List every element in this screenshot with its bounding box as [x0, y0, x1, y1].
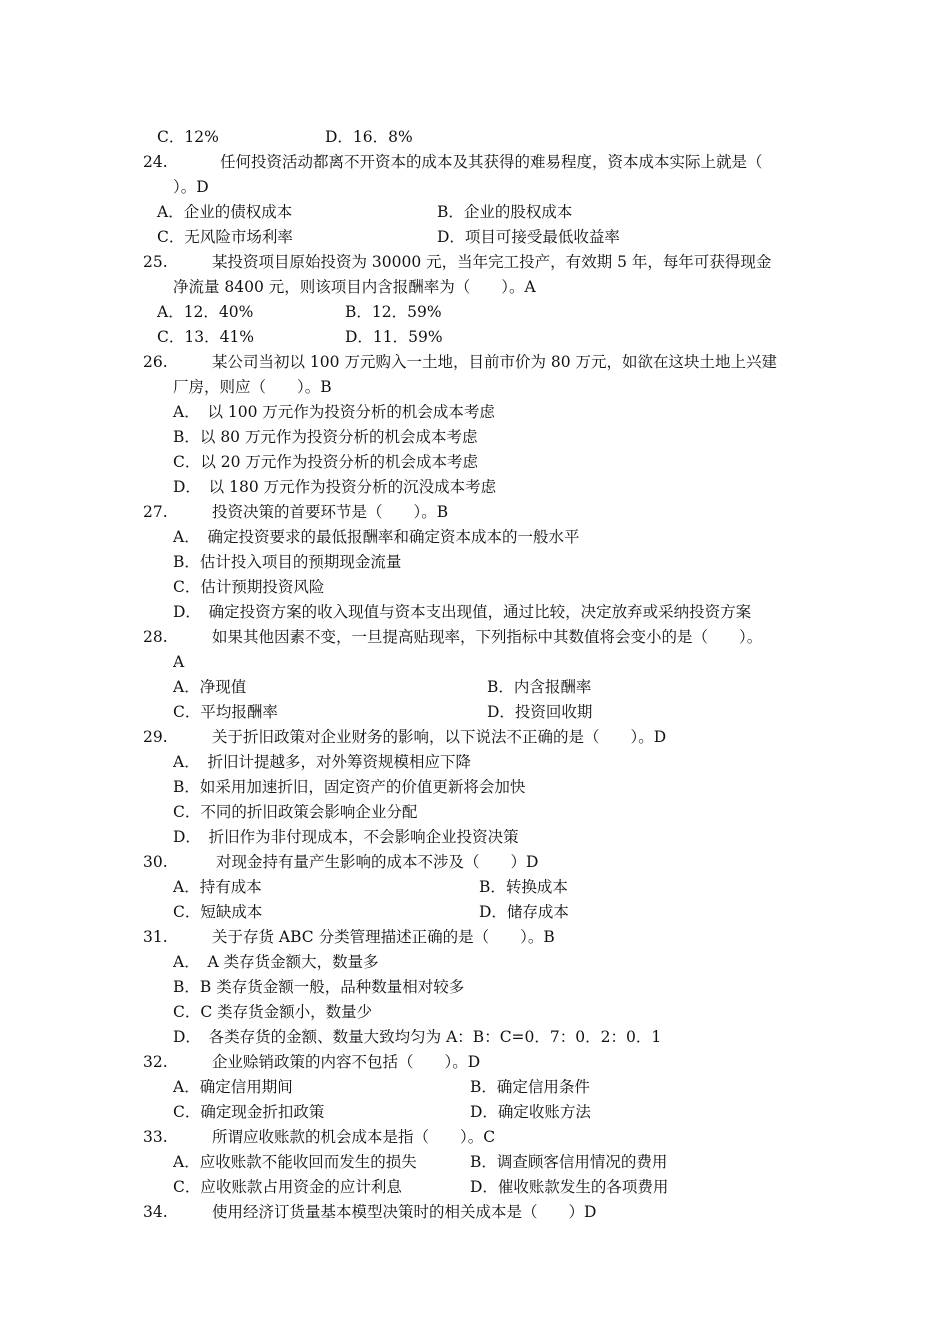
question-text: 企业赊销政策的内容不包括（ ）。D: [212, 1053, 481, 1071]
option-c: C．估计预期投资风险: [173, 578, 325, 596]
option-c: C．不同的折旧政策会影响企业分配: [173, 803, 418, 821]
option-c: C．以 20 万元作为投资分析的机会成本考虑: [173, 453, 478, 471]
option-a: A． A 类存货金额大，数量多: [173, 953, 379, 971]
question-text-cont: 厂房，则应（ ）。B: [173, 378, 332, 396]
option-d: D．催收账款发生的各项费用: [470, 1178, 669, 1196]
question-text-cont: 净流量 8400 元，则该项目内含报酬率为（ ）。A: [173, 278, 536, 296]
option-a: A．应收账款不能收回而发生的损失: [173, 1153, 417, 1171]
question-number: 34.: [143, 1203, 168, 1221]
question-text: 使用经济订货量基本模型决策时的相关成本是（ ）D: [212, 1203, 597, 1221]
option-a: A． 折旧计提越多，对外筹资规模相应下降: [173, 753, 471, 771]
option-b: B．12．59%: [345, 303, 442, 321]
question-number: 30.: [143, 853, 168, 871]
option-a: A．持有成本: [173, 878, 262, 896]
option-c-q23: C．12%: [157, 128, 219, 146]
question-number: 24.: [143, 153, 168, 171]
option-b: B．企业的股权成本: [437, 203, 573, 221]
question-number: 31.: [143, 928, 168, 946]
option-d: D．11．59%: [345, 328, 443, 346]
question-text: 对现金持有量产生影响的成本不涉及（ ）D: [216, 853, 539, 871]
option-d: D．储存成本: [479, 903, 569, 921]
question-text: 任何投资活动都离不开资本的成本及其获得的难易程度，资本成本实际上就是（: [220, 153, 763, 171]
option-d: D． 折旧作为非付现成本，不会影响企业投资决策: [173, 828, 519, 846]
question-text: 关于存货 ABC 分类管理描述正确的是（ ）。B: [212, 928, 555, 946]
question-number: 25.: [143, 253, 168, 271]
question-text: 关于折旧政策对企业财务的影响，以下说法不正确的是（ ）。D: [212, 728, 667, 746]
question-text: 如果其他因素不变，一旦提高贴现率，下列指标中其数值将会变小的是（ ）。: [212, 628, 763, 646]
option-c: C．确定现金折扣政策: [173, 1103, 325, 1121]
option-b: B．B 类存货金额一般，品种数量相对较多: [173, 978, 465, 996]
option-a: A．净现值: [173, 678, 247, 696]
option-d-q23: D．16．8%: [325, 128, 413, 146]
option-d: D．投资回收期: [487, 703, 593, 721]
option-a: A．企业的债权成本: [157, 203, 293, 221]
option-b: B．确定信用条件: [470, 1078, 590, 1096]
option-c: C．无风险市场利率: [157, 228, 293, 246]
question-number: 33.: [143, 1128, 168, 1146]
option-d: D． 确定投资方案的收入现值与资本支出现值，通过比较，决定放弃或采纳投资方案: [173, 603, 752, 621]
option-d: D．确定收账方法: [470, 1103, 591, 1121]
option-d: D． 各类存货的金额、数量大致均匀为 A：B：C=0．7：0．2：0．1: [173, 1028, 662, 1046]
question-text: 投资决策的首要环节是（ ）。B: [212, 503, 449, 521]
question-text: 某投资项目原始投资为 30000 元，当年完工投产，有效期 5 年，每年可获得现金: [212, 253, 772, 271]
option-a: A． 确定投资要求的最低报酬率和确定资本成本的一般水平: [173, 528, 580, 546]
option-b: B．如采用加速折旧，固定资产的价值更新将会加快: [173, 778, 526, 796]
question-text: 某公司当初以 100 万元购入一土地，目前市价为 80 万元，如欲在这块土地上兴建: [212, 353, 778, 371]
option-a: A．确定信用期间: [173, 1078, 293, 1096]
option-c: C．13．41%: [157, 328, 255, 346]
question-number: 29.: [143, 728, 168, 746]
question-text: 所谓应收账款的机会成本是指（ ）。C: [212, 1128, 496, 1146]
option-c: C．C 类存货金额小，数量少: [173, 1003, 373, 1021]
option-d: D． 以 180 万元作为投资分析的沉没成本考虑: [173, 478, 497, 496]
option-c: C．平均报酬率: [173, 703, 278, 721]
option-d: D．项目可接受最低收益率: [437, 228, 620, 246]
question-number: 32.: [143, 1053, 168, 1071]
question-number: 28.: [143, 628, 168, 646]
question-number: 27.: [143, 503, 168, 521]
option-a: A． 以 100 万元作为投资分析的机会成本考虑: [173, 403, 495, 421]
option-b: B．内含报酬率: [487, 678, 592, 696]
option-c: C．应收账款占用资金的应计利息: [173, 1178, 402, 1196]
option-b: B．调查顾客信用情况的费用: [470, 1153, 668, 1171]
option-a: A．12．40%: [157, 303, 254, 321]
question-text-cont: ）。D: [173, 178, 209, 196]
option-b: B．以 80 万元作为投资分析的机会成本考虑: [173, 428, 478, 446]
question-text-cont: A: [173, 653, 185, 671]
option-b: B．转换成本: [479, 878, 568, 896]
option-b: B．估计投入项目的预期现金流量: [173, 553, 402, 571]
question-number: 26.: [143, 353, 168, 371]
option-c: C．短缺成本: [173, 903, 263, 921]
